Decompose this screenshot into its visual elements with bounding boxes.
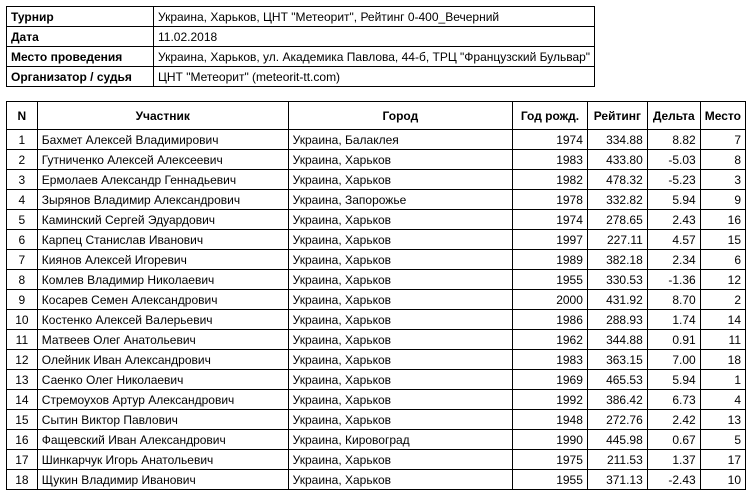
cell-delta: 5.94 [647,190,700,210]
cell-place: 1 [700,370,745,390]
cell-birth-year: 1974 [513,210,588,230]
cell-participant: Стремоухов Артур Александрович [37,390,288,410]
cell-city: Украина, Запорожье [288,190,512,210]
cell-place: 16 [700,210,745,230]
cell-place: 2 [700,290,745,310]
table-row [7,130,746,150]
cell-city: Украина, Харьков [288,170,512,190]
table-row [7,290,746,310]
cell-city: Украина, Кировоград [288,430,512,450]
tournament-info-table [6,6,595,87]
cell-rating: 272.76 [587,410,647,430]
cell-place: 17 [700,450,745,470]
cell-rating: 332.82 [587,190,647,210]
cell-participant: Карпец Станислав Иванович [37,230,288,250]
table-row [7,370,746,390]
cell-delta: 8.70 [647,290,700,310]
header-place: Место [700,102,745,130]
table-row [7,410,746,430]
cell-delta: 0.91 [647,330,700,350]
info-label: Организатор / судья [7,67,154,87]
cell-delta: 4.57 [647,230,700,250]
cell-place: 6 [700,250,745,270]
cell-participant: Сытин Виктор Павлович [37,410,288,430]
info-label: Дата [7,27,154,47]
cell-delta: -5.03 [647,150,700,170]
cell-delta: 1.74 [647,310,700,330]
cell-birth-year: 1975 [513,450,588,470]
cell-city: Украина, Харьков [288,470,512,490]
cell-city: Украина, Харьков [288,330,512,350]
cell-participant: Матвеев Олег Анатольевич [37,330,288,350]
table-row [7,430,746,450]
cell-rating: 288.93 [587,310,647,330]
cell-city: Украина, Харьков [288,310,512,330]
cell-delta: -2.43 [647,470,700,490]
cell-participant: Фащевский Иван Александрович [37,430,288,450]
cell-birth-year: 1997 [513,230,588,250]
header-birth-year: Год рожд. [513,102,588,130]
cell-participant: Бахмет Алексей Владимирович [37,130,288,150]
info-value: 11.02.2018 [154,27,595,47]
cell-number: 5 [7,210,38,230]
cell-birth-year: 1990 [513,430,588,450]
cell-number: 10 [7,310,38,330]
cell-place: 18 [700,350,745,370]
table-row [7,270,746,290]
cell-rating: 211.53 [587,450,647,470]
table-row [7,190,746,210]
cell-birth-year: 1955 [513,470,588,490]
cell-number: 12 [7,350,38,370]
cell-participant: Киянов Алексей Игоревич [37,250,288,270]
cell-place: 7 [700,130,745,150]
cell-city: Украина, Харьков [288,410,512,430]
cell-place: 10 [700,470,745,490]
cell-delta: 2.42 [647,410,700,430]
tournament-info-body [7,7,595,87]
results-header-row [7,102,746,130]
table-row [7,170,746,190]
cell-place: 8 [700,150,745,170]
cell-birth-year: 1989 [513,250,588,270]
header-rating: Рейтинг [587,102,647,130]
table-row [7,470,746,490]
info-value: Украина, Харьков, ЦНТ "Метеорит", Рейтинг 0-400_Вечерний [154,7,595,27]
cell-city: Украина, Харьков [288,290,512,310]
header-city: Город [288,102,512,130]
cell-city: Украина, Харьков [288,450,512,470]
header-participant: Участник [37,102,288,130]
cell-participant: Косарев Семен Александрович [37,290,288,310]
info-label: Турнир [7,7,154,27]
cell-place: 4 [700,390,745,410]
cell-city: Украина, Харьков [288,390,512,410]
cell-city: Украина, Харьков [288,210,512,230]
cell-number: 14 [7,390,38,410]
cell-birth-year: 1983 [513,350,588,370]
table-row [7,330,746,350]
cell-rating: 334.88 [587,130,647,150]
cell-delta: 7.00 [647,350,700,370]
results-body [7,130,746,490]
cell-delta: -5.23 [647,170,700,190]
cell-number: 7 [7,250,38,270]
cell-number: 13 [7,370,38,390]
results-header [7,102,746,130]
cell-birth-year: 1983 [513,150,588,170]
table-row [7,150,746,170]
cell-number: 11 [7,330,38,350]
header-delta: Дельта [647,102,700,130]
cell-birth-year: 1992 [513,390,588,410]
cell-participant: Комлев Владимир Николаевич [37,270,288,290]
cell-place: 15 [700,230,745,250]
cell-birth-year: 1978 [513,190,588,210]
cell-place: 12 [700,270,745,290]
cell-place: 3 [700,170,745,190]
cell-number: 6 [7,230,38,250]
cell-number: 9 [7,290,38,310]
cell-birth-year: 1962 [513,330,588,350]
table-row [7,210,746,230]
cell-participant: Костенко Алексей Валерьевич [37,310,288,330]
cell-rating: 363.15 [587,350,647,370]
cell-city: Украина, Харьков [288,230,512,250]
cell-rating: 278.65 [587,210,647,230]
cell-city: Украина, Харьков [288,250,512,270]
cell-birth-year: 1986 [513,310,588,330]
table-row [7,250,746,270]
cell-city: Украина, Харьков [288,370,512,390]
cell-number: 4 [7,190,38,210]
info-value: Украина, Харьков, ул. Академика Павлова, 44-б, ТРЦ "Французский Бульвар" [154,47,595,67]
cell-rating: 386.42 [587,390,647,410]
cell-participant: Олейник Иван Александрович [37,350,288,370]
table-row [7,350,746,370]
cell-place: 13 [700,410,745,430]
cell-delta: -1.36 [647,270,700,290]
header-number: N [7,102,38,130]
cell-birth-year: 1948 [513,410,588,430]
cell-place: 11 [700,330,745,350]
cell-delta: 8.82 [647,130,700,150]
info-row [7,27,595,47]
cell-birth-year: 1974 [513,130,588,150]
cell-birth-year: 1982 [513,170,588,190]
cell-city: Украина, Харьков [288,150,512,170]
table-row [7,230,746,250]
cell-participant: Саенко Олег Николаевич [37,370,288,390]
cell-number: 2 [7,150,38,170]
table-row [7,310,746,330]
cell-participant: Шинкарчук Игорь Анатольевич [37,450,288,470]
cell-rating: 344.88 [587,330,647,350]
cell-city: Украина, Балаклея [288,130,512,150]
cell-birth-year: 1955 [513,270,588,290]
info-row [7,67,595,87]
cell-number: 17 [7,450,38,470]
cell-number: 16 [7,430,38,450]
table-row [7,390,746,410]
results-table [6,101,746,490]
cell-place: 14 [700,310,745,330]
cell-place: 9 [700,190,745,210]
cell-birth-year: 1969 [513,370,588,390]
info-value: ЦНТ "Метеорит" (meteorit-tt.com) [154,67,595,87]
cell-delta: 1.37 [647,450,700,470]
cell-number: 1 [7,130,38,150]
cell-city: Украина, Харьков [288,350,512,370]
cell-participant: Зырянов Владимир Александрович [37,190,288,210]
cell-participant: Каминский Сергей Эдуардович [37,210,288,230]
cell-rating: 431.92 [587,290,647,310]
cell-participant: Ермолаев Александр Геннадьевич [37,170,288,190]
cell-participant: Щукин Владимир Иванович [37,470,288,490]
cell-number: 18 [7,470,38,490]
cell-number: 8 [7,270,38,290]
cell-delta: 2.34 [647,250,700,270]
cell-rating: 227.11 [587,230,647,250]
cell-number: 15 [7,410,38,430]
cell-delta: 6.73 [647,390,700,410]
cell-participant: Гутниченко Алексей Алексеевич [37,150,288,170]
info-row [7,7,595,27]
cell-rating: 382.18 [587,250,647,270]
cell-delta: 0.67 [647,430,700,450]
cell-rating: 478.32 [587,170,647,190]
info-row [7,47,595,67]
cell-place: 5 [700,430,745,450]
cell-city: Украина, Харьков [288,270,512,290]
cell-rating: 371.13 [587,470,647,490]
table-row [7,450,746,470]
cell-delta: 5.94 [647,370,700,390]
cell-number: 3 [7,170,38,190]
info-label: Место проведения [7,47,154,67]
cell-rating: 445.98 [587,430,647,450]
cell-birth-year: 2000 [513,290,588,310]
cell-rating: 465.53 [587,370,647,390]
cell-delta: 2.43 [647,210,700,230]
cell-rating: 433.80 [587,150,647,170]
cell-rating: 330.53 [587,270,647,290]
